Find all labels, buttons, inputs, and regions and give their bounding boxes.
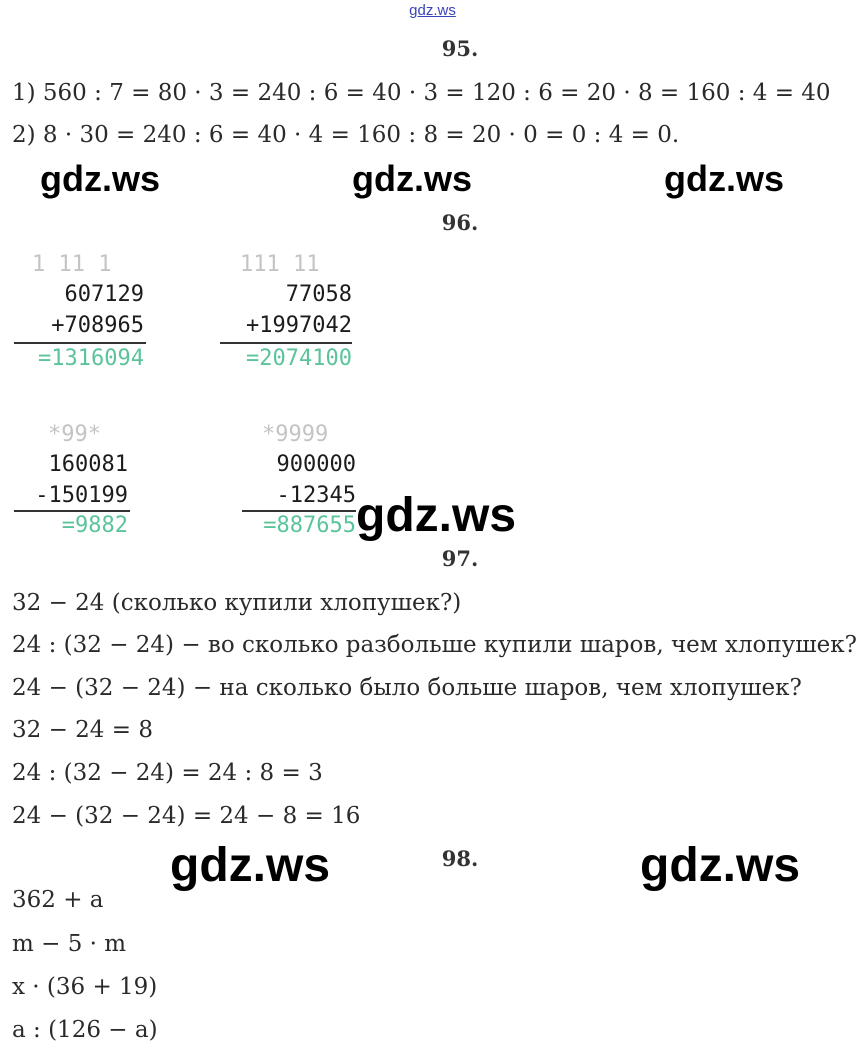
- column-bottom-number: +708965: [51, 313, 144, 338]
- task-97-line-2: 24 : (32 − 24) − во сколько разбольше купили шаров, чем хлопушек?: [12, 632, 857, 658]
- watermark-2: gdz.ws: [352, 158, 473, 199]
- watermark-1: gdz.ws: [40, 158, 161, 199]
- carry-digits: *9999: [262, 422, 329, 447]
- column-rule: [242, 510, 356, 512]
- task-97-line-4: 32 − 24 = 8: [12, 717, 153, 743]
- watermark-4: gdz.ws: [356, 489, 517, 542]
- watermark-5: gdz.ws: [170, 839, 331, 892]
- task-95-line-2: 2) 8 · 30 = 240 : 6 = 40 · 4 = 160 : 8 = 20 · 0 = 0 : 4 = 0.: [12, 122, 680, 148]
- task-97-line-5: 24 : (32 − 24) = 24 : 8 = 3: [12, 760, 323, 786]
- column-rule: [14, 342, 146, 344]
- task-97-line-1: 32 − 24 (сколько купили хлопушек?): [12, 590, 462, 616]
- task-98-line-1: 362 + a: [12, 887, 104, 913]
- task-97-heading: 97.: [441, 546, 479, 571]
- column-bottom-number: -150199: [35, 483, 128, 508]
- column-top-number: 77058: [285, 282, 352, 307]
- column-result: =887655: [263, 513, 356, 538]
- carry-digits: 111 11: [240, 252, 320, 277]
- top-site-link[interactable]: gdz.ws: [409, 2, 456, 19]
- task-98-heading: 98.: [441, 846, 479, 871]
- carry-digits: *99*: [48, 422, 101, 447]
- column-result: =9882: [61, 513, 128, 538]
- task-95-heading: 95.: [441, 36, 479, 61]
- task-96-heading: 96.: [441, 210, 479, 235]
- column-bottom-number: -12345: [276, 483, 356, 508]
- column-bottom-number: +1997042: [246, 313, 352, 338]
- column-rule: [14, 510, 130, 512]
- column-result: =2074100: [246, 346, 352, 371]
- task-98-line-2: m − 5 · m: [12, 931, 127, 957]
- column-rule: [220, 342, 352, 344]
- task-97-line-6: 24 − (32 − 24) = 24 − 8 = 16: [12, 803, 361, 829]
- task-97-line-3: 24 − (32 − 24) − на сколько было больше шаров, чем хлопушек?: [12, 675, 802, 701]
- column-result: =1316094: [38, 346, 144, 371]
- task-98-line-3: x · (36 + 19): [12, 974, 158, 1000]
- watermark-6: gdz.ws: [640, 839, 801, 892]
- column-top-number: 607129: [64, 282, 144, 307]
- task-95-line-1: 1) 560 : 7 = 80 · 3 = 240 : 6 = 40 · 3 = 120 : 6 = 20 · 8 = 160 : 4 = 40: [12, 80, 831, 106]
- carry-digits: 1 11 1: [32, 252, 112, 277]
- column-top-number: 900000: [276, 452, 356, 477]
- watermark-3: gdz.ws: [664, 158, 785, 199]
- column-top-number: 160081: [48, 452, 128, 477]
- task-98-line-4: a : (126 − a): [12, 1017, 158, 1043]
